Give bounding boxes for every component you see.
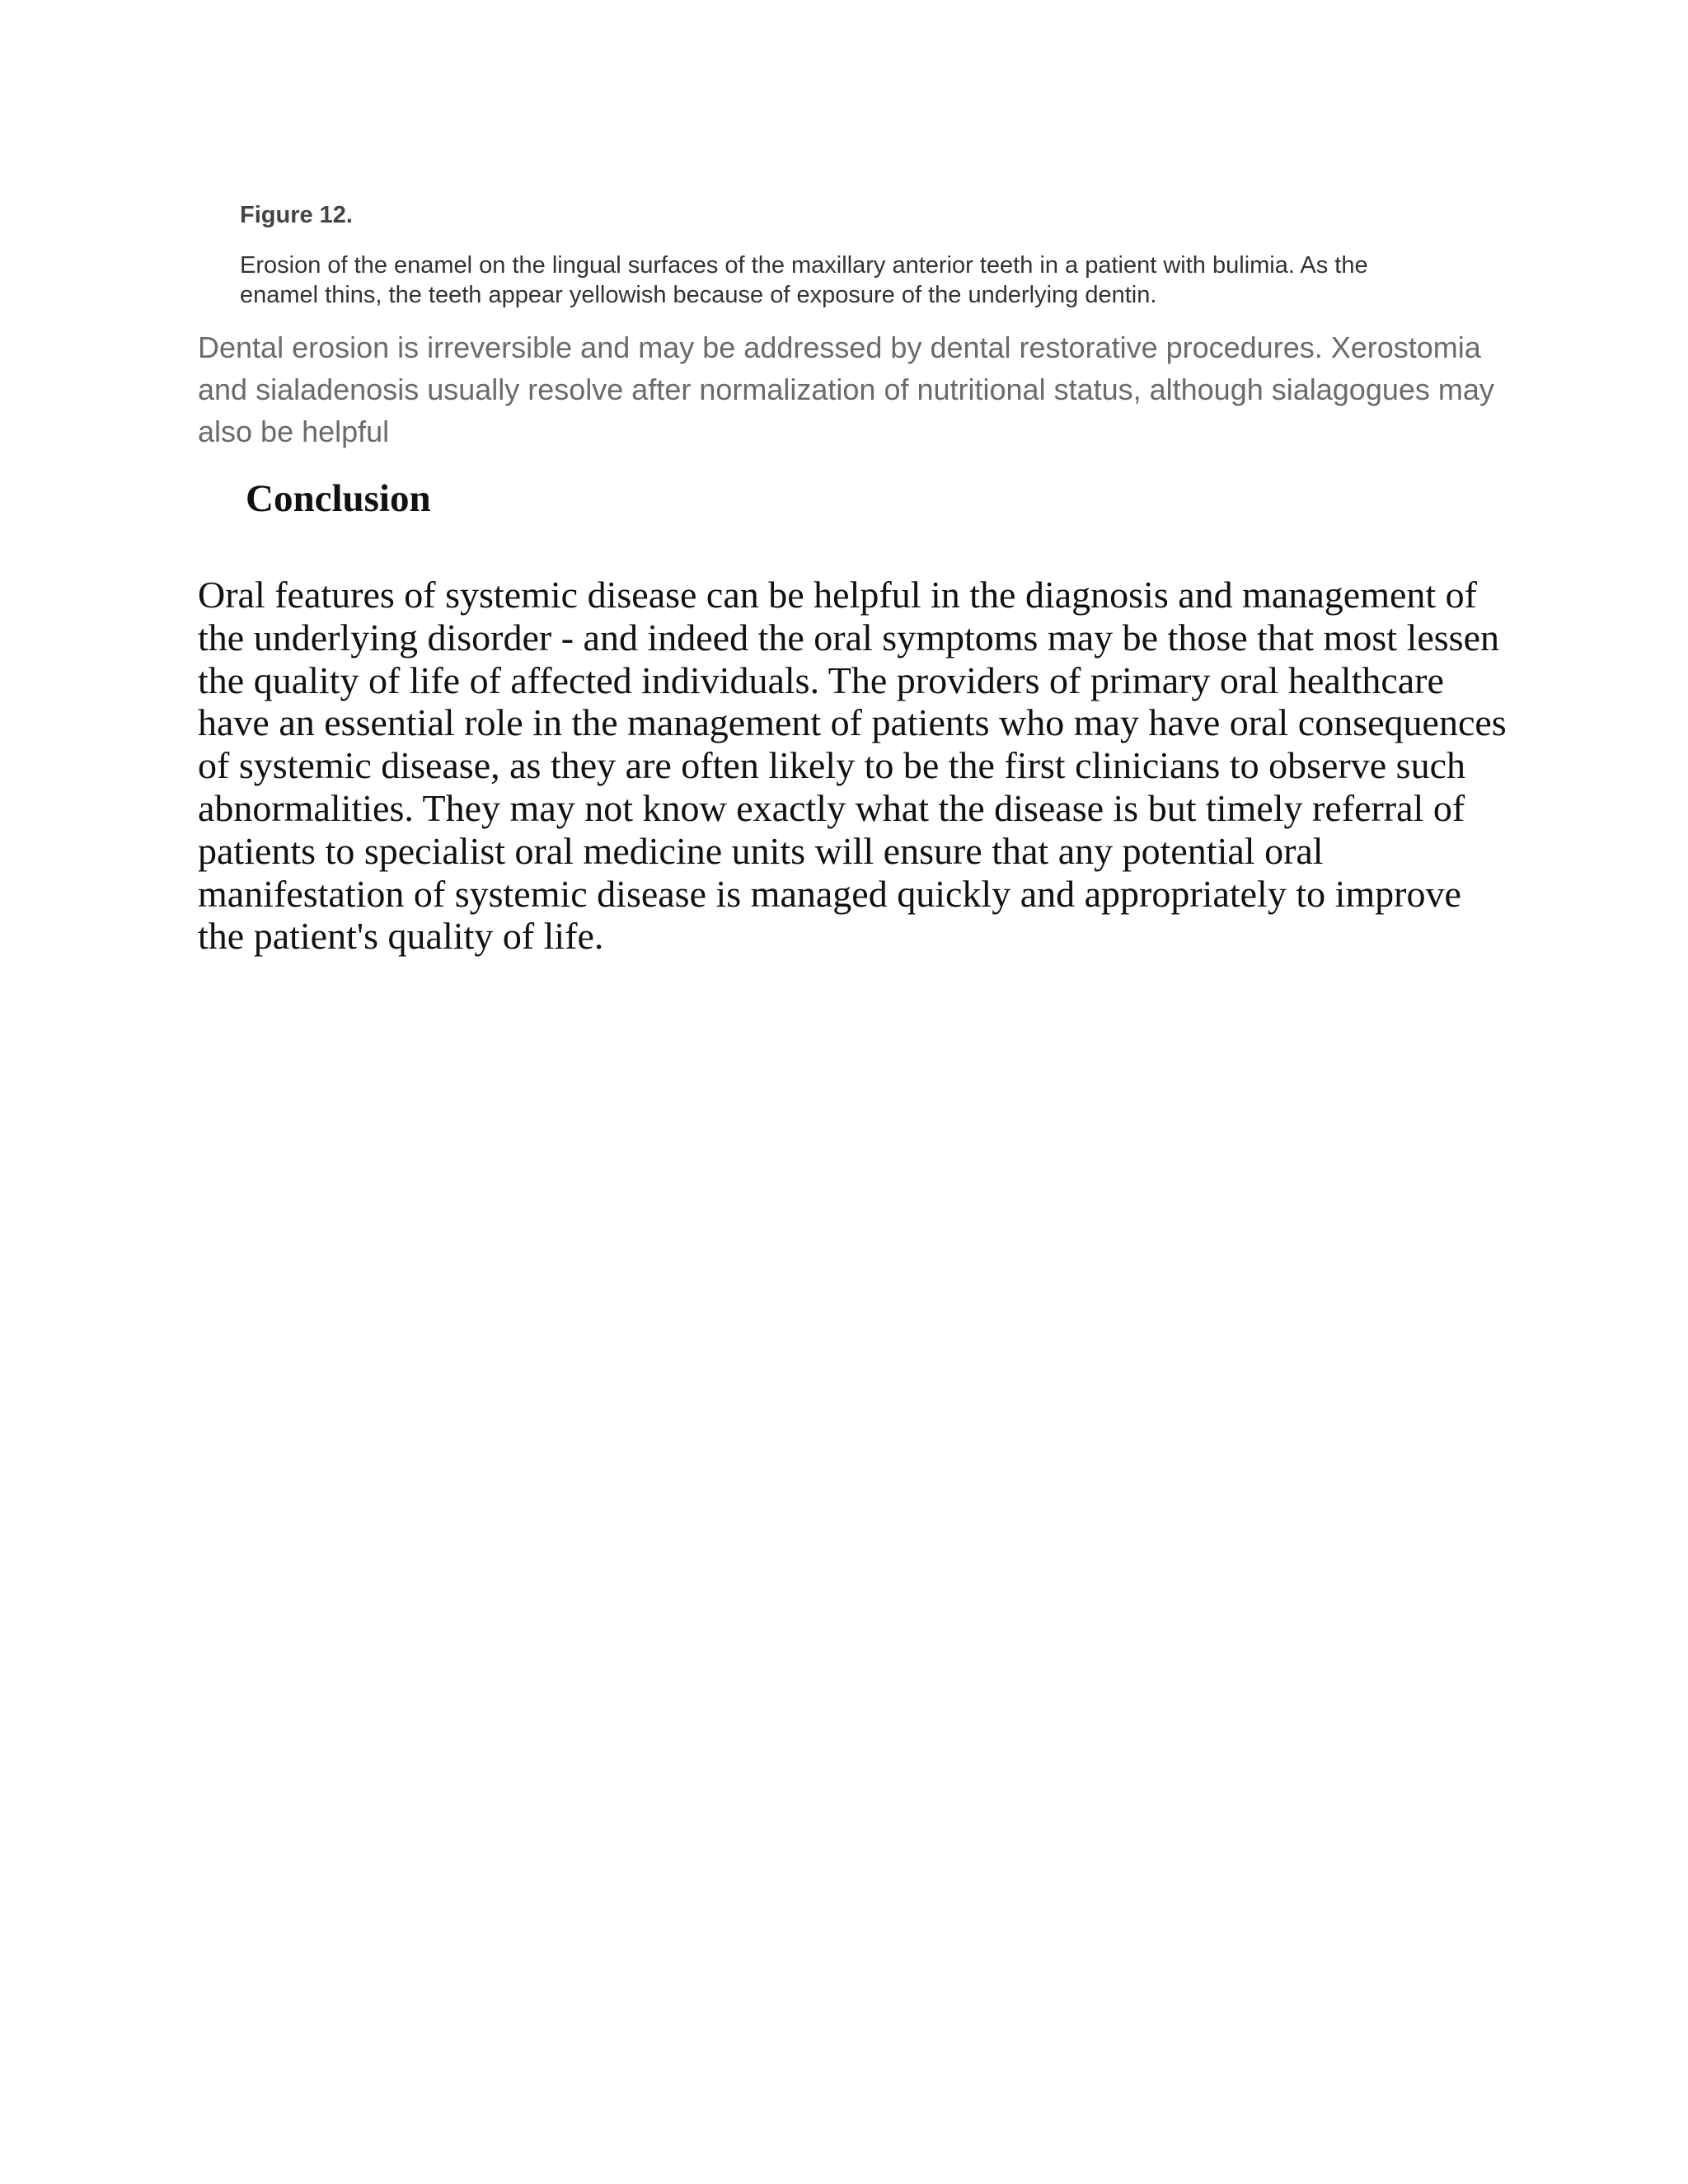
conclusion-paragraph: Oral features of systemic disease can be helpful in the diagnosis and management of the underlying disorder - and indeed the oral symptoms may be those that most lessen the quality of life of affected individuals. The providers of primary oral healthcare have an essential role in the management of patients who may have oral consequences of systemic disease, as they are often likely to be the first clinicians to observe such abnormalities. They may not know exactly what the disease is but timely referral of patients to specialist oral medicine units will ensure that any potential oral manifestation of systemic disease is managed quickly and appropriately to improve the patient's quality of life.: [198, 574, 1507, 958]
body-paragraph: Dental erosion is irreversible and may be addressed by dental restorative procedures. Xerostomia and sialadenosis usually resolve after normalization of nutritional status, although sialagogues may also be helpful: [198, 330, 1494, 448]
figure-label: Figure 12.: [240, 202, 353, 228]
conclusion-heading: Conclusion: [246, 477, 431, 520]
figure-caption: Erosion of the enamel on the lingual surfaces of the maxillary anterior teeth in a patient with bulimia. As the enamel thins, the teeth appear yellowish because of exposure of the underlying dentin.: [240, 252, 1368, 308]
